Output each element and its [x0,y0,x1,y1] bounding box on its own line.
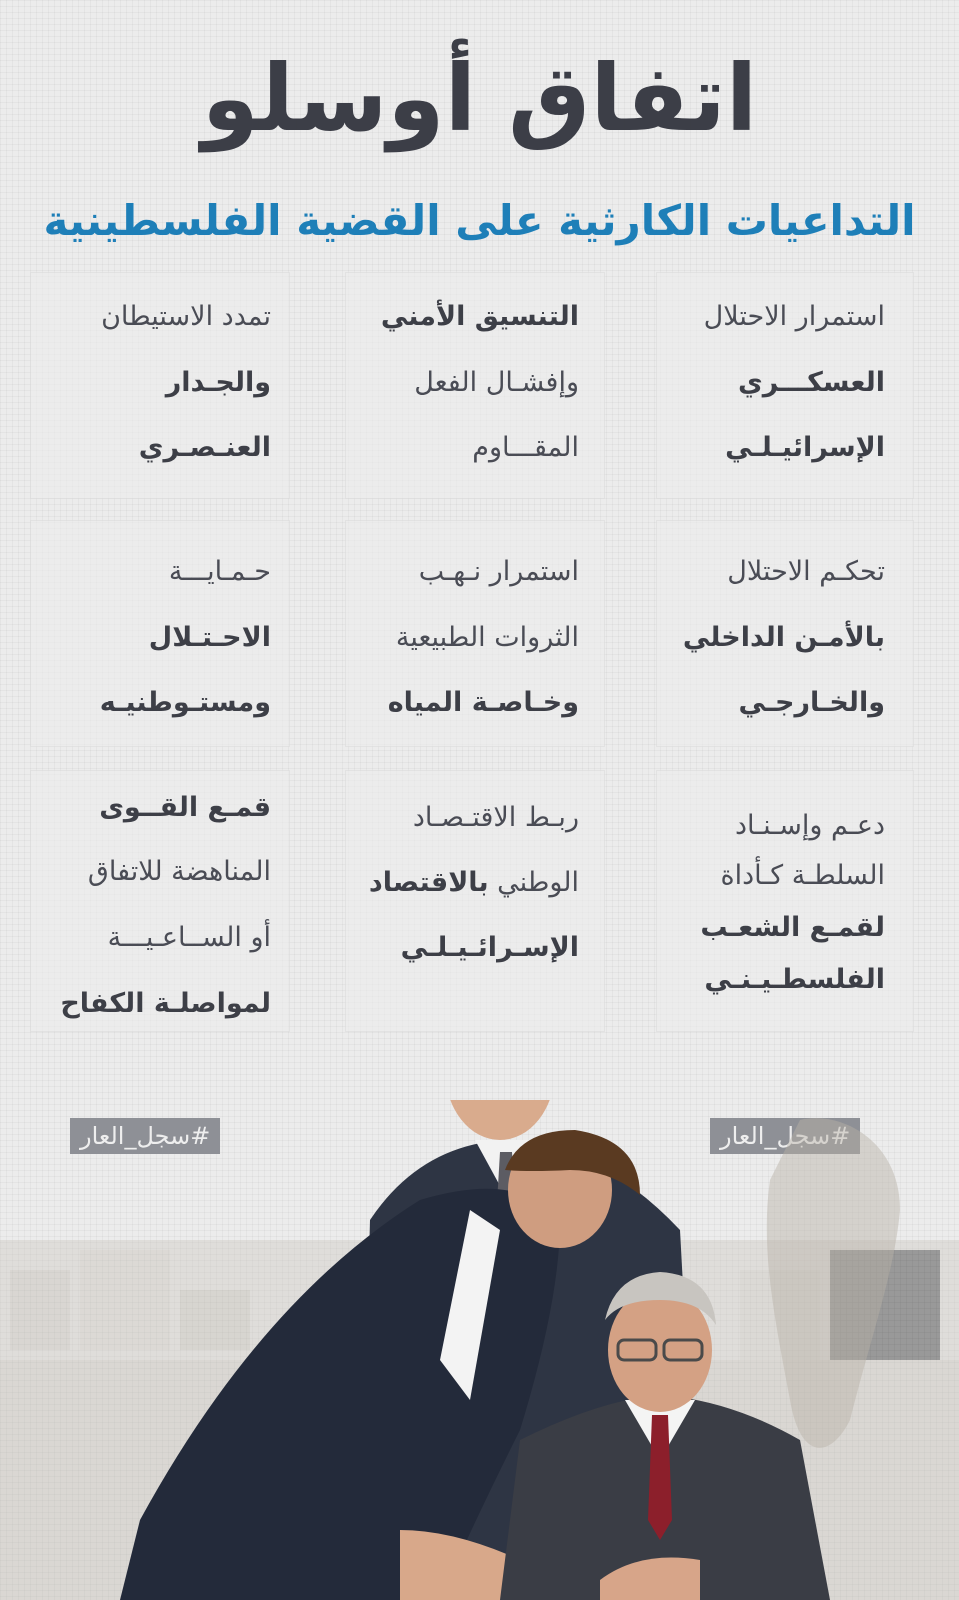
middle-block1-line3: المقـــاوم [472,432,579,463]
middle-block3-line3: الإسـرائـيـلـي [400,932,579,963]
right-block3-line2: السلطـة كـأداة [720,860,885,891]
right-block1-line3: الإسرائيـلـي [725,432,885,463]
left-block1-line3: العنـصـري [138,432,271,463]
left-block3-line1: قمـع القــوى [99,792,271,823]
left-block2-line1: حـمـايـــة [168,556,271,587]
middle-block2-line3: وخـاصـة المياه [387,687,579,718]
middle-block3-line2-part2: بالاقتصاد [368,867,489,898]
right-block2-line3: والخـارجـي [738,687,885,718]
page-title: اتفاق أوسلو [201,45,758,152]
middle-block3-line2 [369,869,579,896]
right-block1-line1: استمرار الاحتلال [703,301,885,332]
middle-block1-line1: التنسيق الأمني [380,301,579,332]
middle-block3-line1: ربـط الاقتـصـاد [412,802,579,833]
right-block3-line3: لقمـع الشعـب [700,912,885,943]
left-block2-line3: ومستـوطنيـه [99,687,271,718]
middle-block2-line1: استمرار نـهـب [418,556,579,587]
right-block2-line1: تحكـم الاحتلال [727,556,885,587]
left-block2-line2: الاحـتـلال [148,622,271,653]
middle-block3-line2-part1: الوطني [488,867,579,898]
right-block3-line1: دعـم وإسـنـاد [735,810,885,841]
right-block3-line4: الفلسطـيـنـي [704,964,885,995]
middle-block1-line2: وإفشـال الفعل [414,367,579,398]
left-block3-line4: لمواصلـة الكفاح [60,988,271,1019]
hashtag-left: #سجل_العار [70,1118,220,1154]
left-block3-line3: أو الســاعـيـــة [107,922,271,953]
left-block1-line2: والجـدار [165,367,271,398]
left-block1-line1: تمدد الاستيطان [101,301,271,332]
page-subtitle: التداعيات الكارثية على القضية الفلسطينية [43,196,916,245]
hashtag-right: #سجل_العار [710,1118,860,1154]
right-block1-line2: العسكـــري [737,367,885,398]
left-block3-line2: المناهضة للاتفاق [87,856,271,887]
signing-photo [0,1100,959,1600]
middle-block2-line2: الثروات الطبيعية [395,622,579,653]
right-block2-line2: بالأمـن الداخلي [682,622,885,653]
